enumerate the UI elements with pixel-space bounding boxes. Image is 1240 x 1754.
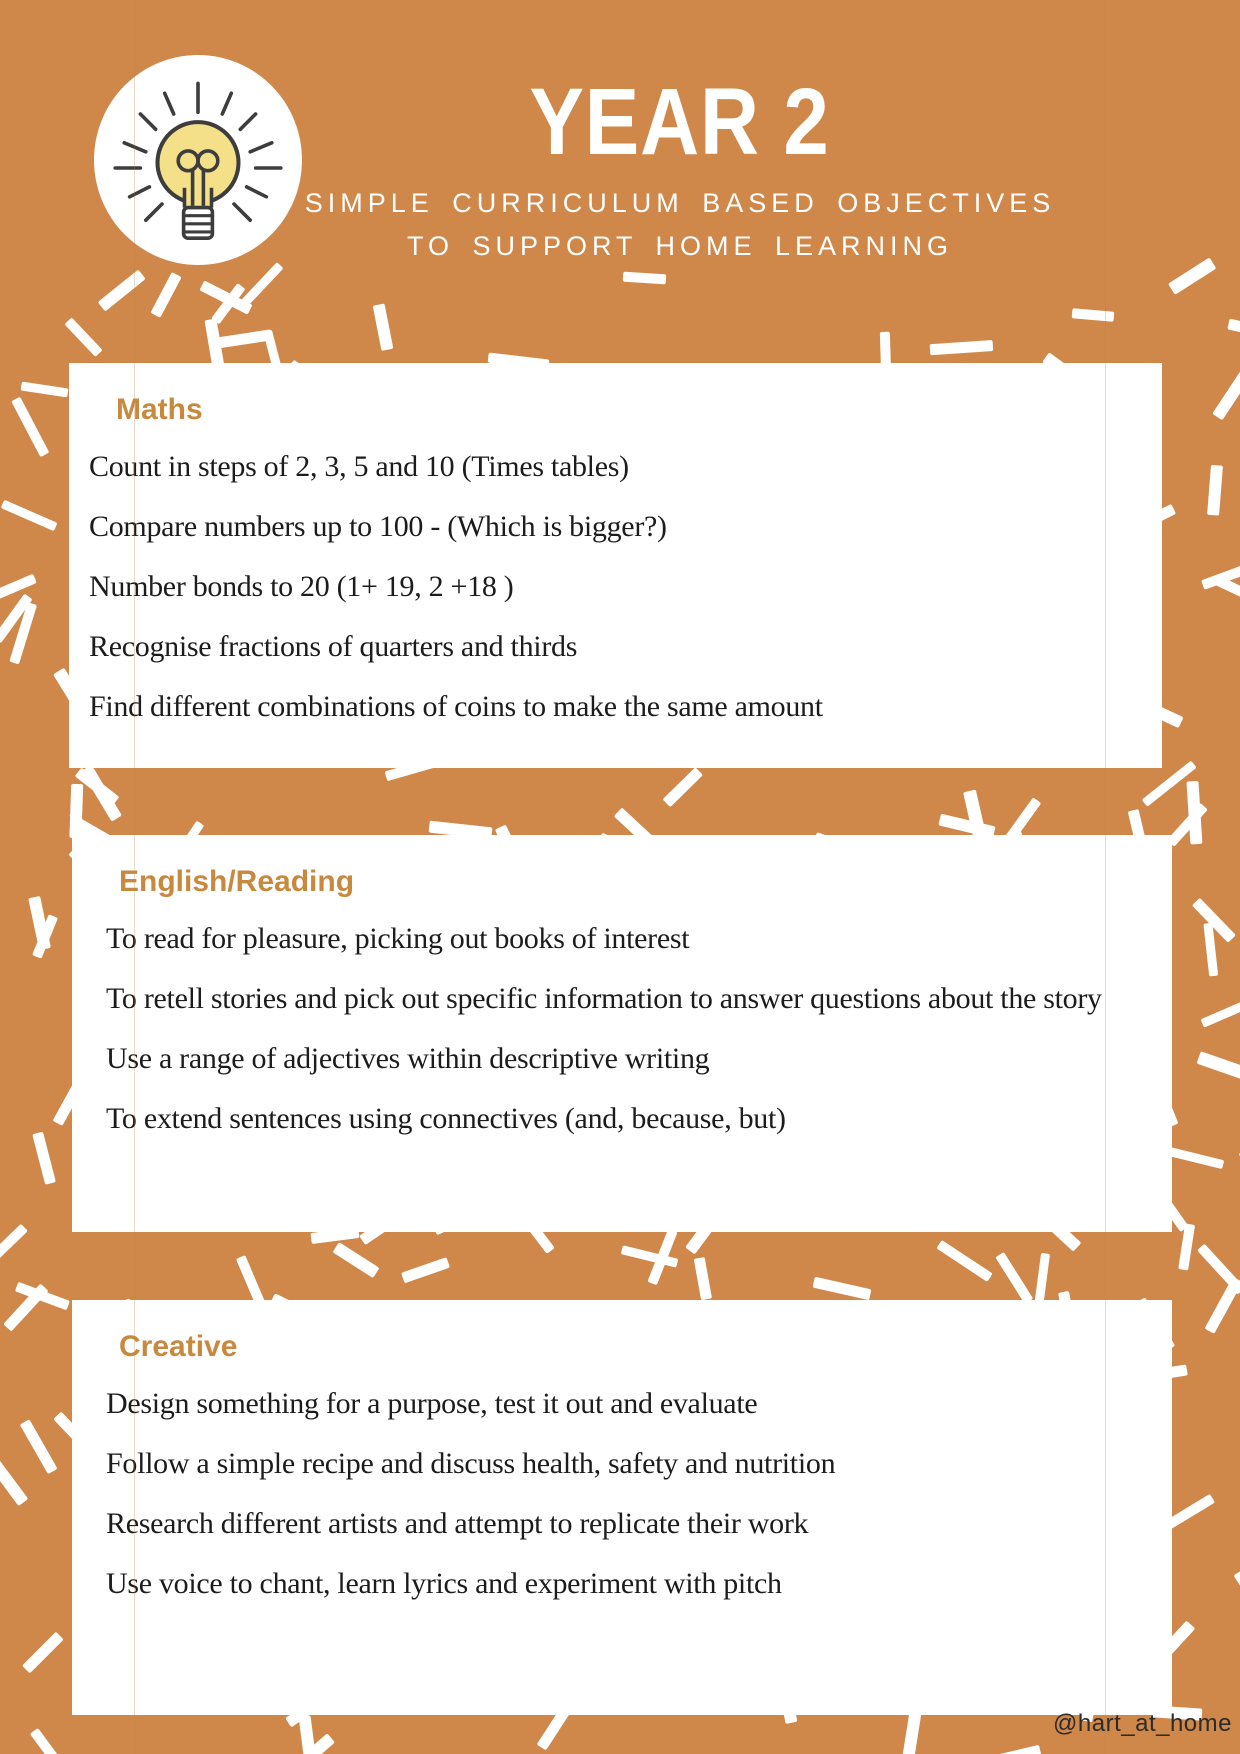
subtitle-line-1: SIMPLE CURRICULUM BASED OBJECTIVES (304, 188, 1056, 218)
section-heading-creative: Creative (119, 1330, 238, 1363)
objective-line: Use voice to chant, learn lyrics and experiment with pitch (106, 1567, 782, 1600)
section-card-creative (72, 1300, 1172, 1715)
objective-line: Recognise fractions of quarters and thirds (89, 630, 578, 663)
objective-line: Design something for a purpose, test it out and evaluate (106, 1387, 758, 1420)
objective-line: Compare numbers up to 100 - (Which is bigger?) (89, 510, 667, 543)
maths-objectives (69, 435, 1162, 737)
objective-line: Research different artists and attempt to replicate their work (106, 1507, 809, 1540)
section-heading-maths: Maths (116, 393, 203, 426)
page-title: YEAR 2 (529, 69, 831, 175)
subtitle-line-2: TO SUPPORT HOME LEARNING (406, 231, 954, 261)
english-objectives (72, 907, 1172, 1149)
creative-objectives (72, 1372, 1172, 1614)
objective-line: Count in steps of 2, 3, 5 and 10 (Times tables) (89, 450, 629, 483)
section-card-maths (69, 363, 1162, 768)
header (0, 0, 1240, 290)
objective-line: Follow a simple recipe and discuss health, safety and nutrition (106, 1447, 836, 1480)
objective-line: Number bonds to 20 (1+ 19, 2 +18 ) (89, 570, 514, 603)
objective-line: Find different combinations of coins to make the same amount (89, 690, 823, 723)
paper-fold-line-right (1105, 0, 1106, 1754)
lightbulb-icon (108, 69, 288, 249)
objective-line: To extend sentences using connectives (and, because, but) (106, 1102, 786, 1135)
objective-line: Use a range of adjectives within descriptive writing (106, 1042, 710, 1075)
objective-line: To retell stories and pick out specific information to answer questions about the story (106, 982, 1102, 1015)
section-heading-english-reading: English/Reading (119, 865, 355, 898)
objective-line: To read for pleasure, picking out books of interest (106, 922, 690, 955)
paper-fold-line-left (134, 0, 135, 1754)
section-card-english-reading (72, 835, 1172, 1232)
credit-handle: @hart_at_home (1053, 1710, 1232, 1737)
